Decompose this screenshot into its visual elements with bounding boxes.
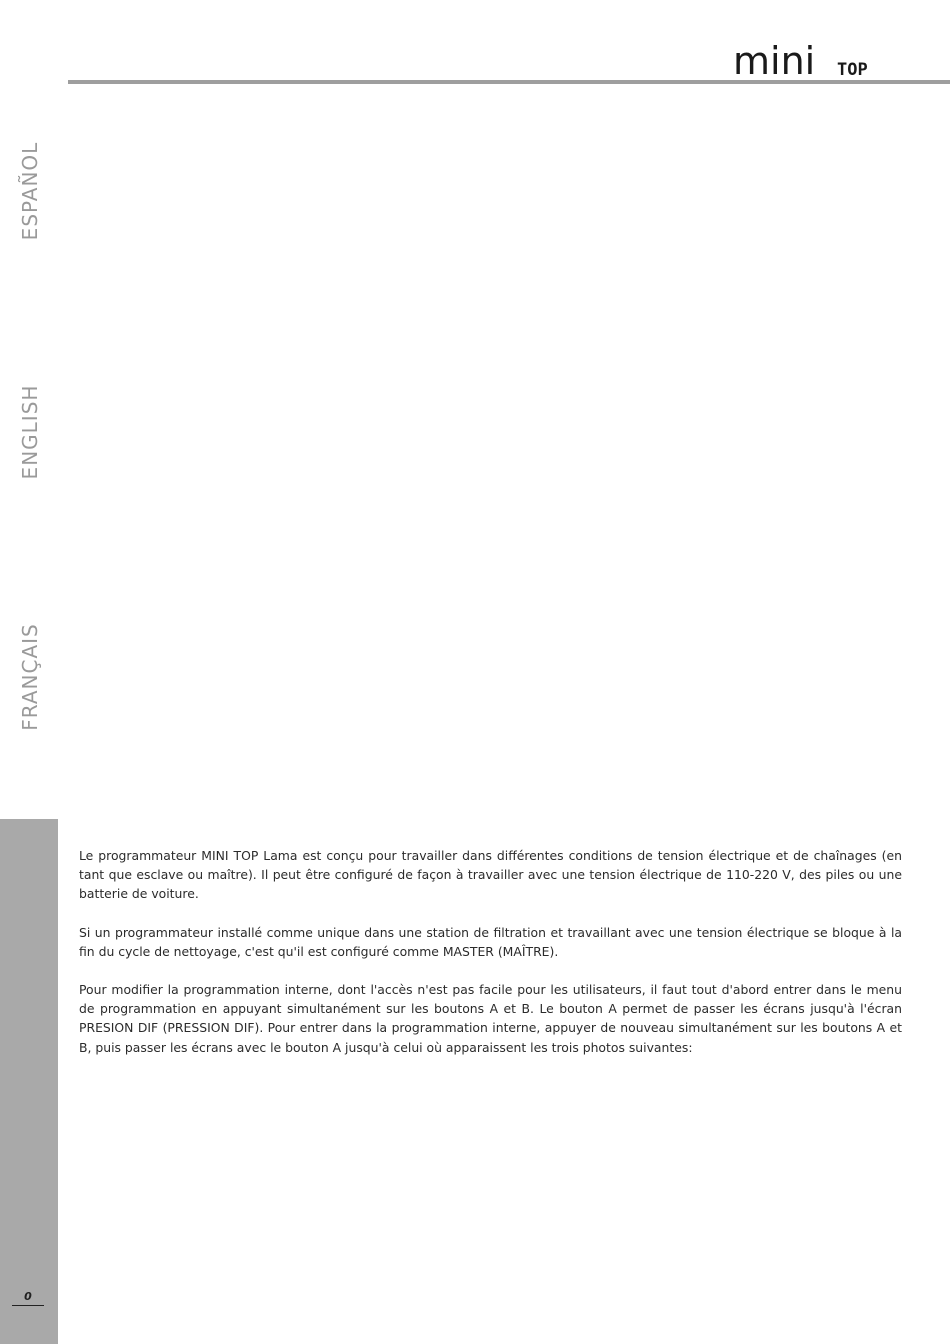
logo-script-text: mini [733, 44, 816, 78]
page-number: 0 [12, 1290, 44, 1306]
lang-tab-francais[interactable]: FRANÇAIS [18, 623, 42, 731]
active-language-tab [0, 819, 58, 1344]
minitop-logo [733, 44, 893, 78]
logo-suffix-text: TOP [837, 60, 868, 78]
paragraph-programming: Pour modifier la programmation interne, dont l'accès n'est pas facile pour les utilisateurs, il faut tout d'abord entrer dans le menu de programmation en appuyant simultanément sur les boutons A et B. Le bouton A permet de passer les écrans jusqu'à l'écran PRESION DIF (PRESSION DIF). Pour entrer dans la programmation interne, appuyer de nouveau simultanément sur les boutons A et B, puis passer les écrans avec le bouton A jusqu'à celui où apparaissent les trois photos suivantes: [79, 982, 902, 1055]
minitop-logo-graphic [733, 44, 893, 78]
body-text [79, 846, 902, 1076]
paragraph-intro: Le programmateur MINI TOP Lama est conçu pour travailler dans différentes conditions de tension électrique et de chaînages (en tant que esclave ou maître). Il peut être configuré de façon à travailler avec une tension électrique de 110-220 V, des piles ou une batterie de voiture. [79, 848, 902, 902]
header-rule [68, 80, 950, 84]
lang-tab-espanol[interactable]: ESPAÑOL [18, 141, 42, 241]
lang-tab-english[interactable]: ENGLISH [18, 384, 42, 480]
paragraph-master: Si un programmateur installé comme unique dans une station de filtration et travaillant avec une tension électrique se bloque à la fin du cycle de nettoyage, c'est qu'il est configuré comme MASTER (MAÎTRE). [79, 924, 902, 959]
